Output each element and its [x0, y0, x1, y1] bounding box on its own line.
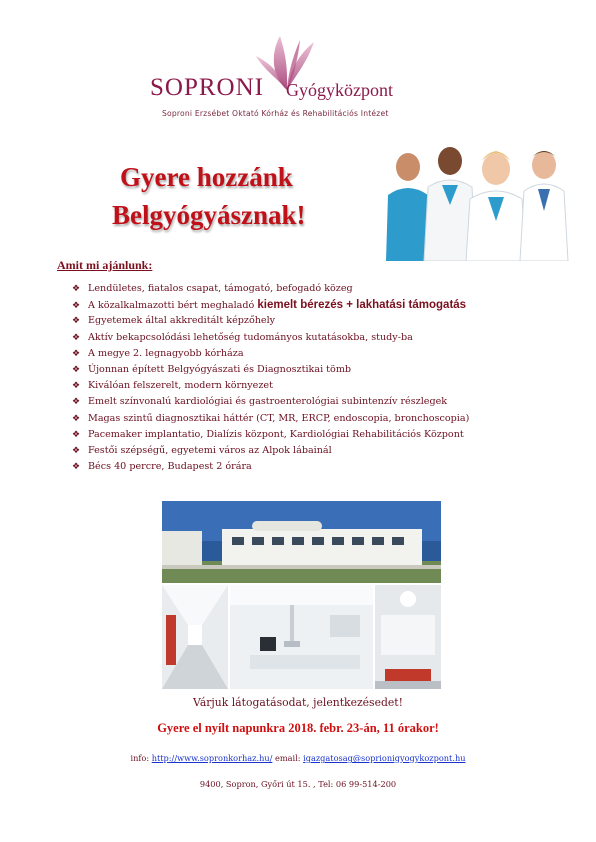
benefit-item	[72, 346, 552, 362]
open-day-announcement: Gyere el nyílt napunkra 2018. febr. 23-án, 11 órakor!	[157, 721, 439, 735]
hospital-hall-photo	[375, 585, 441, 689]
headline-line-1: Gyere hozzánk	[120, 162, 293, 192]
doctors-group-photo	[378, 125, 570, 261]
diamond-bullet-icon: ❖	[72, 332, 81, 343]
welcome-text: Várjuk látogatásodat, jelentkezésedet!	[193, 696, 403, 709]
diamond-bullet-icon: ❖	[72, 348, 81, 359]
benefit-text: Emelt színvonalú kardiológiai és gastroenterológiai subintenzív részlegek	[88, 396, 448, 408]
diamond-bullet-icon: ❖	[72, 284, 81, 294]
diamond-bullet-icon: ❖	[72, 316, 81, 327]
benefit-text: Lendületes, fiatalos csapat, támogató, befogadó közeg	[88, 283, 353, 294]
contact-line	[0, 753, 596, 763]
benefit-text: Magas szintű diagnosztikai háttér (CT, MR, ERCP, endoscopia, bronchoscopia)	[88, 412, 470, 424]
diamond-bullet-icon: ❖	[72, 301, 81, 312]
benefit-item	[72, 297, 552, 313]
hospital-building-photo	[162, 501, 441, 583]
diamond-bullet-icon: ❖	[72, 397, 81, 408]
hospital-corridor-photo	[162, 585, 228, 689]
benefit-item	[72, 459, 552, 475]
offer-heading: Amit mi ajánlunk:	[57, 258, 153, 272]
benefit-item	[72, 411, 552, 427]
diamond-bullet-icon: ❖	[72, 429, 81, 440]
website-link[interactable]: http://www.sopronkorhaz.hu/	[151, 753, 273, 763]
logo-subtitle: Soproni Erzsébet Oktató Kórház és Rehabilitációs Intézet	[162, 109, 389, 118]
benefit-item	[72, 362, 552, 378]
email-label: email:	[272, 753, 304, 763]
benefit-text: Festői szépségű, egyetemi város az Alpok lábainál	[88, 444, 332, 456]
logo-name-gyogykozpont: Gyógyközpont	[286, 80, 393, 100]
benefit-item	[72, 394, 552, 410]
diamond-bullet-icon: ❖	[72, 462, 81, 473]
benefit-item	[72, 443, 552, 459]
headline-line-2: Belgyógyásznak!	[112, 200, 306, 230]
benefit-item	[72, 378, 552, 394]
benefit-text: Pacemaker implantatio, Dialízis központ, Kardiológiai Rehabilitációs Központ	[88, 428, 464, 440]
hospital-lab-photo	[230, 585, 373, 689]
benefit-text: Újonnan épített Belgyógyászati és Diagnosztikai tömb	[88, 363, 352, 375]
diamond-bullet-icon: ❖	[72, 445, 81, 456]
benefit-item	[72, 427, 552, 443]
diamond-bullet-icon: ❖	[72, 413, 81, 424]
benefits-list	[72, 281, 552, 475]
address-line: 9400, Sopron, Győri út 15. , Tel: 06 99-514-200	[199, 779, 397, 789]
diamond-bullet-icon: ❖	[72, 381, 81, 392]
benefit-item	[72, 281, 552, 297]
benefit-item	[72, 330, 552, 346]
logo-name-soproni: SOPRONI	[150, 74, 264, 101]
benefit-text: Bécs 40 percre, Budapest 2 órára	[88, 461, 252, 473]
benefit-item	[72, 313, 552, 329]
email-link[interactable]: igazgatosag@soprionigyogykozpont.hu	[303, 753, 466, 763]
benefit-text: Egyetemek által akkreditált képzőhely	[88, 315, 276, 327]
info-label: info:	[130, 753, 152, 763]
benefit-highlight: kiemelt bérezés + lakhatási támogatás	[257, 299, 467, 312]
benefit-text: A megye 2. legnagyobb kórháza	[88, 347, 244, 359]
benefit-text: A közalkalmazotti bért meghaladó	[88, 300, 258, 312]
benefit-text: Kiválóan felszerelt, modern környezet	[88, 380, 273, 392]
benefit-text: Aktív bekapcsolódási lehetőség tudományos kutatásokba, study-ba	[88, 331, 413, 343]
diamond-bullet-icon: ❖	[72, 364, 81, 375]
